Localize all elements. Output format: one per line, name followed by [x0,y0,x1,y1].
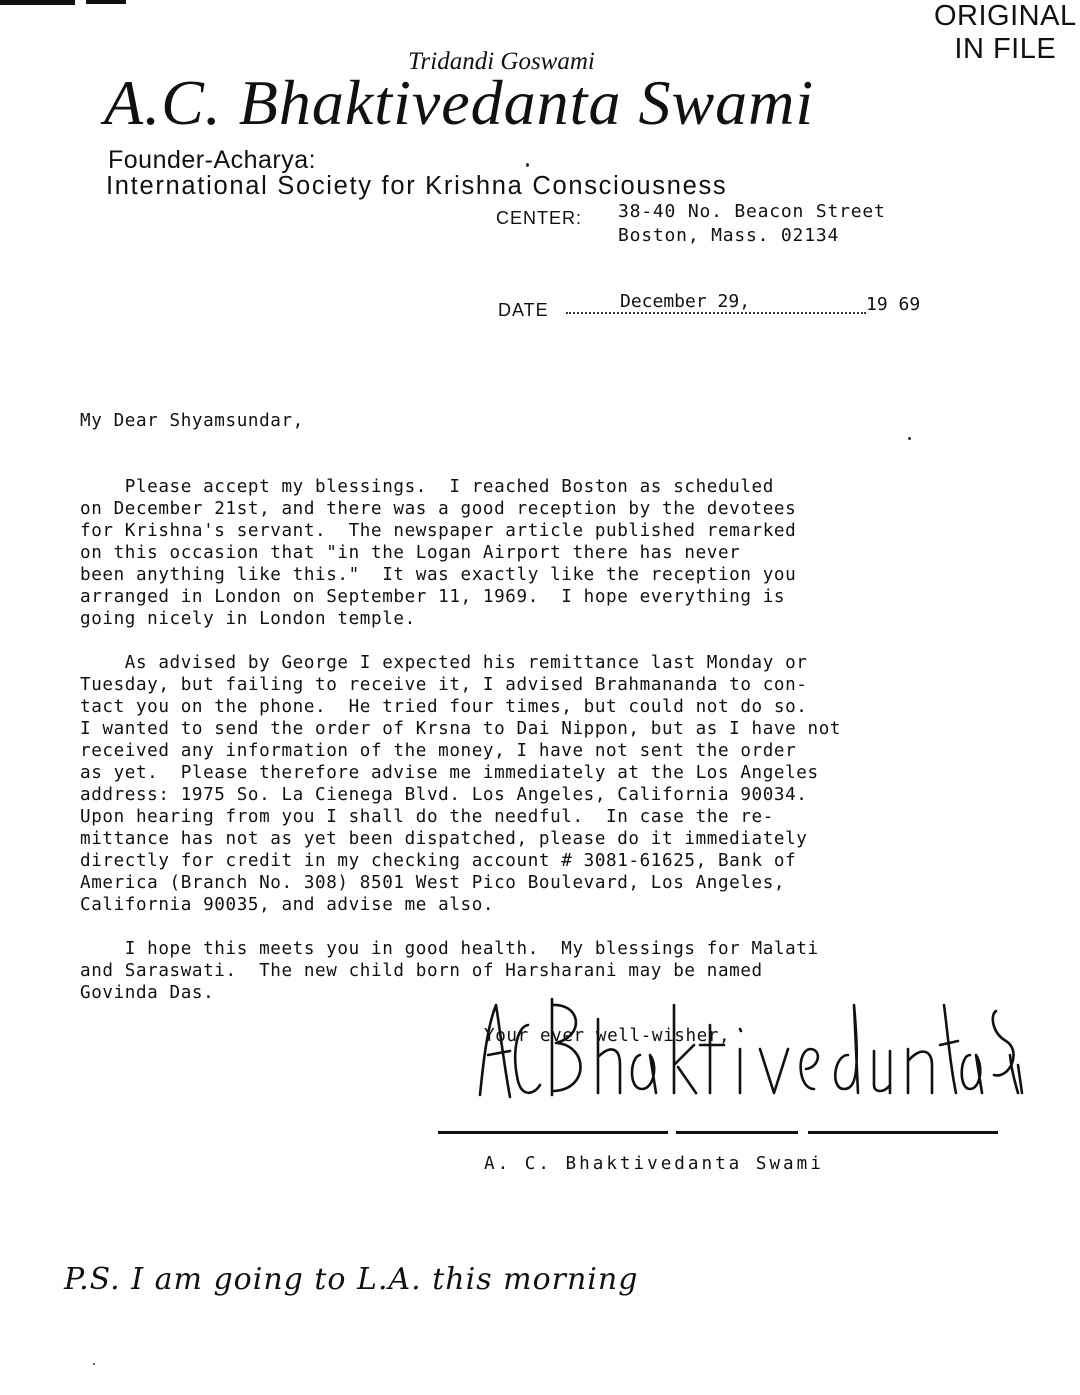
scan-artifact-mark [86,0,126,4]
letter-line: Govinda Das. [80,983,215,1003]
handwritten-postscript: P.S. I am going to L.A. this morning [64,1262,639,1297]
paragraph-gap [80,916,1040,938]
letterhead-title: A.C. Bhaktivedanta Swami [104,67,815,138]
letter-line: As advised by George I expected his remittance last Monday or [80,653,808,673]
scan-speck [908,437,911,440]
letter-line: address: 1975 So. La Cienega Blvd. Los Angeles, California 90034. [80,785,808,805]
letter-line: arranged in London on September 11, 1969. I hope everything is [80,587,786,607]
signer-name: A. C. Bhaktivedanta Swami [484,1154,824,1174]
letter-line: on December 21st, and there was a good reception by the devotees [80,499,797,519]
letter-body [80,410,1040,1004]
letter-line: Please accept my blessings. I reached Boston as scheduled [80,477,774,497]
letter-line: mittance has not as yet been dispatched, please do it immediately [80,829,808,849]
scan-artifact-mark [0,0,75,5]
letterhead-title-small: Tridandi Goswami [408,48,595,75]
scan-speck [526,163,529,167]
original-in-file-stamp [934,0,1077,66]
letter-line: Tuesday, but failing to receive it, I advised Brahmananda to con- [80,675,808,695]
center-label: CENTER: [496,208,583,228]
letter-line: been anything like this." It was exactly like the reception you [80,565,797,585]
letter-line: I wanted to send the order of Krsna to Dai Nippon, but as I have not [80,719,842,739]
paragraph-gap [80,432,1040,454]
letter-line: Upon hearing from you I shall do the needful. In case the re- [80,807,774,827]
paragraph-gap [80,454,1040,476]
stamp-line-1: ORIGINAL [934,0,1077,32]
letter-line: going nicely in London temple. [80,609,416,629]
letterhead-founder: Founder-Acharya: [108,146,317,174]
letter-line: America (Branch No. 308) 8501 West Pico Boulevard, Los Angeles, [80,873,786,893]
closing: Your ever well-wisher, [484,1026,731,1046]
signature-text: ACBhaktivedanta Swami [470,985,483,986]
date-label: DATE [498,300,549,320]
letter-line: California 90035, and advise me also. [80,895,495,915]
salutation: My Dear Shyamsundar, [80,411,304,431]
letter-line: I hope this meets you in good health. My blessings for Malati [80,939,819,959]
center-address-line-1: 38-40 No. Beacon Street [618,201,886,222]
date-year: 19 69 [866,294,921,315]
letter-line: received any information of the money, I have not sent the order [80,741,797,761]
letter-line: for Krishna's servant. The newspaper article published remarked [80,521,797,541]
date-value: December 29, [620,291,751,312]
stamp-line-2: IN FILE [954,33,1057,65]
paragraph-gap [80,630,1040,652]
letter-line: tact you on the phone. He tried four times, but could not do so. [80,697,808,717]
scan-speck [93,1363,95,1365]
signature-line [438,1131,998,1134]
letter-line: on this occasion that "in the Logan Airport there has never [80,543,741,563]
letterhead-society: International Society for Krishna Consciousness [106,172,728,200]
handwritten-signature [470,985,1030,1115]
center-address-line-2: Boston, Mass. 02134 [618,225,840,246]
letter-line: directly for credit in my checking account # 3081-61625, Bank of [80,851,797,871]
letter-line: and Saraswati. The new child born of Harsharani may be named [80,961,763,981]
letter-line: as yet. Please therefore advise me immediately at the Los Angeles [80,763,819,783]
